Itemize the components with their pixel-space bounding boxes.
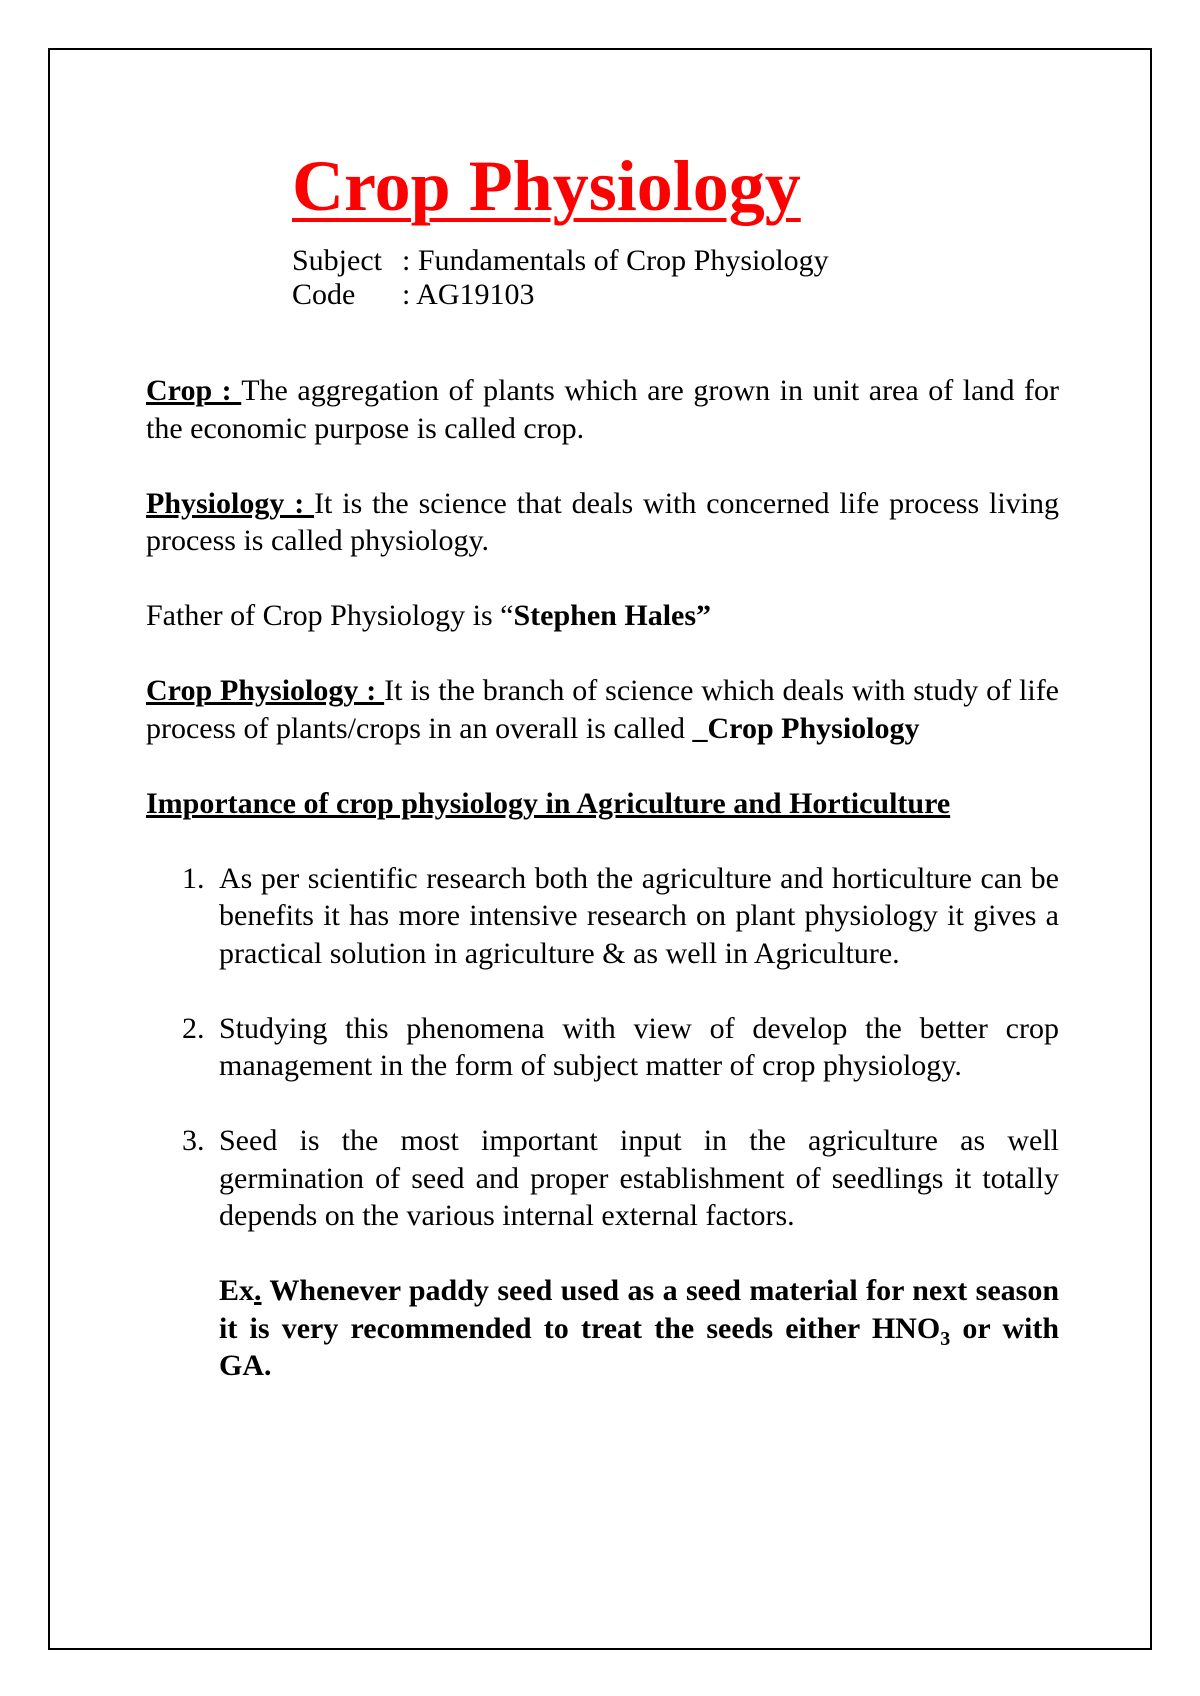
father-name: Stephen Hales” (513, 599, 712, 632)
crop-physiology-bold: Crop Physiology (707, 711, 920, 745)
physiology-definition (146, 485, 1059, 560)
crop-physiology-text: It is the branch of science which deals with study of life process of plants/crops in an overall is called (146, 674, 1059, 745)
example-dot: . (254, 1274, 262, 1307)
code-label: Code (292, 278, 356, 311)
list-item-text: Studying this phenomena with view of develop the better crop management in the form of subject matter of crop physiology. (219, 1011, 1059, 1082)
crop-definition (146, 372, 1059, 447)
crop-physiology-term: Crop Physiology : (146, 674, 385, 707)
physiology-text: It is the science that deals with concerned life process living process is called physiology. (146, 486, 1059, 557)
list-item-text: Seed is the most important input in the agriculture as well germination of seed and proper establishment of seedlings it totally depends on the various internal external factors. (219, 1124, 1059, 1232)
father-statement (146, 597, 1059, 635)
crop-text: The aggregation of plants which are grown in unit area of land for the economic purpose is called crop. (146, 374, 1059, 445)
page-title: Crop Physiology (292, 146, 801, 226)
crop-term: Crop : (146, 374, 242, 407)
physiology-term: Physiology : (146, 486, 315, 520)
list-item-text: As per scientific research both the agriculture and horticulture can be benefits it has more intensive research on plant physiology it gives a practical solution in agriculture & as well in Agriculture. (219, 861, 1059, 970)
list-item-number: 2. (182, 1011, 205, 1045)
code-value: : AG19103 (402, 278, 535, 311)
subject-value: : Fundamentals of Crop Physiology (402, 244, 829, 277)
subject-line (292, 242, 829, 280)
example-end: or with GA. (219, 1311, 1060, 1382)
list-item (146, 860, 1059, 973)
code-line (292, 276, 535, 314)
list-item-number: 1. (182, 861, 205, 895)
example-subscript: 3 (940, 1327, 951, 1350)
father-prefix: Father of Crop Physiology is “ (146, 599, 514, 632)
example-note (146, 1272, 1059, 1385)
example-text: Whenever paddy seed used as a seed material for next season it is very recommended to treat the seeds either HNO (219, 1274, 1059, 1345)
crop-physiology-definition (146, 672, 1059, 747)
importance-heading: Importance of crop physiology in Agriculture and Horticulture (146, 786, 951, 820)
crop-physiology-blank: _ (692, 711, 708, 745)
document-body (146, 372, 1059, 1422)
example-label: Ex (219, 1274, 255, 1307)
importance-list (146, 860, 1059, 1235)
list-item (146, 1010, 1059, 1085)
list-item (146, 1122, 1059, 1235)
list-item-number: 3. (182, 1124, 205, 1157)
subject-label: Subject (292, 244, 382, 277)
